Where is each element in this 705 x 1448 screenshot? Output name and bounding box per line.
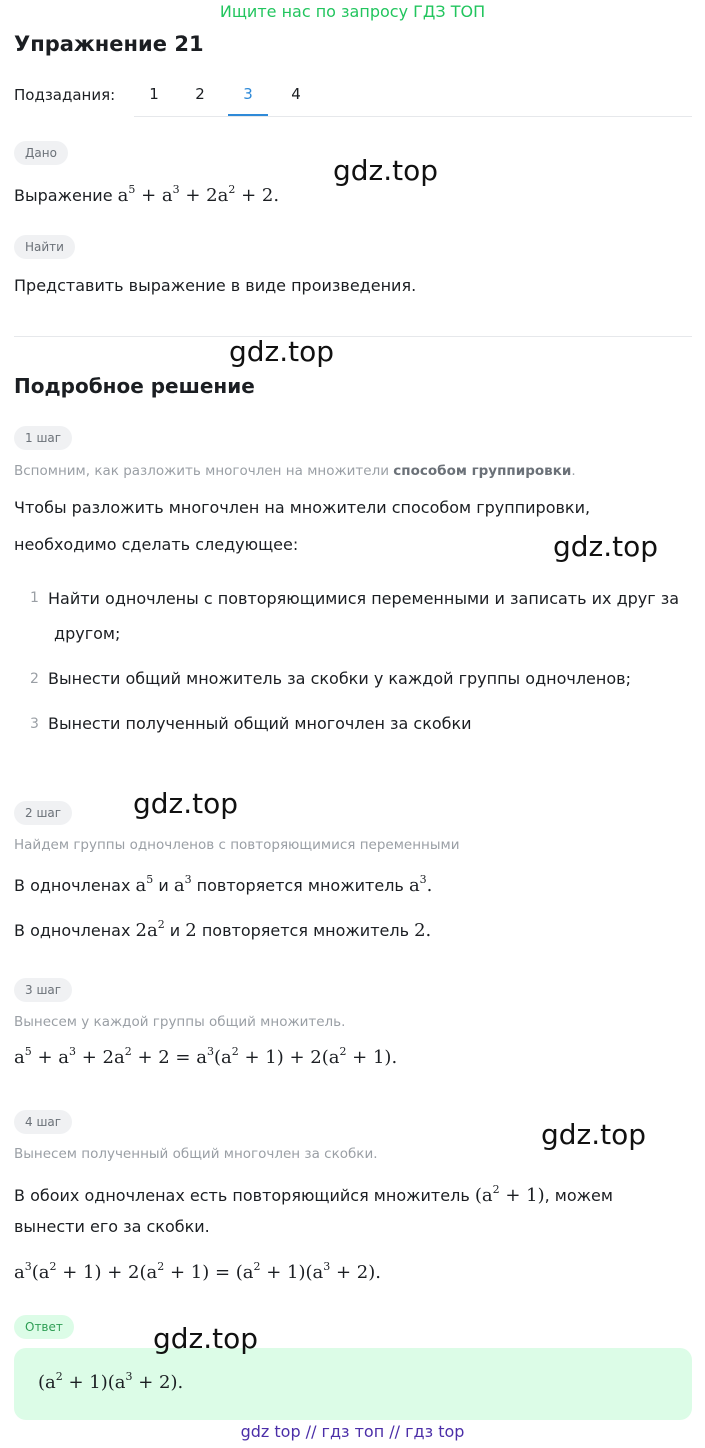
- step4-text-line2: вынести его за скобки.: [14, 1217, 210, 1236]
- list-item: Вынести общий множитель за скобки у каждой группы одночленов;: [48, 669, 631, 688]
- tab-3[interactable]: 3: [228, 72, 268, 116]
- watermark-text: gdz.top: [133, 787, 239, 820]
- step3-pill: 3 шаг: [14, 978, 72, 1002]
- list-number: 2: [30, 671, 39, 687]
- find-pill: Найти: [14, 235, 75, 259]
- step1-pill: 1 шаг: [14, 426, 72, 450]
- given-text: Выражение $a^5 + a^3 + 2a^2 + 2$.: [14, 183, 280, 206]
- tab-1[interactable]: 1: [149, 85, 159, 103]
- list-number: 3: [30, 716, 39, 732]
- step2-line1: В одночленах $a^5$ и $a^3$ повторяется множитель $a^3$.: [14, 873, 433, 896]
- find-text: Представить выражение в виде произведения.: [14, 276, 417, 295]
- given-pill: Дано: [14, 141, 68, 165]
- given-expression: $a^5 + a^3 + 2a^2 + 2$.: [117, 183, 280, 206]
- solution-title: Подробное решение: [14, 374, 255, 398]
- tab-4[interactable]: 4: [291, 85, 301, 103]
- step1-text-line1: Чтобы разложить многочлен на множители способом группировки,: [14, 498, 591, 517]
- watermark-text: gdz.top: [541, 1118, 647, 1151]
- list-number: 1: [30, 590, 39, 606]
- search-banner: Ищите нас по запросу ГДЗ ТОП: [219, 2, 486, 21]
- watermark-text: gdz.top: [229, 335, 335, 368]
- page-title: Упражнение 21: [14, 32, 204, 56]
- watermark-text: gdz.top: [553, 530, 659, 563]
- step3-equation: $a^5 + a^3 + 2a^2 + 2 = a^3(a^2 + 1) + 2(a^2 + 1)$.: [14, 1045, 398, 1068]
- step4-pill: 4 шаг: [14, 1110, 72, 1134]
- footer-links[interactable]: gdz top // гдз топ // гдз top: [240, 1422, 465, 1441]
- answer-box: [14, 1348, 692, 1420]
- step4-hint: Вынесем полученный общий многочлен за скобки.: [14, 1146, 378, 1162]
- watermark-text: gdz.top: [333, 154, 439, 187]
- step1-text-line2: необходимо сделать следующее:: [14, 535, 299, 554]
- divider: [14, 336, 692, 337]
- step2-pill: 2 шаг: [14, 801, 72, 825]
- step3-hint: Вынесем у каждой группы общий множитель.: [14, 1014, 346, 1030]
- step4-equation: $a^3(a^2 + 1) + 2(a^2 + 1) = (a^2 + 1)(a^3 + 2)$.: [14, 1260, 382, 1283]
- subtasks-label: Подзадания:: [14, 86, 116, 104]
- list-item-continuation: другом;: [54, 624, 121, 643]
- subtask-tabs: [134, 72, 692, 117]
- list-item: Найти одночлены с повторяющимися переменными и записать их друг за: [48, 589, 680, 608]
- step4-text-line1: В обоих одночленах есть повторяющийся множитель $(a^2 + 1)$, можем: [14, 1183, 613, 1206]
- list-item: Вынести полученный общий многочлен за скобки: [48, 714, 472, 733]
- answer-expression: $(a^2 + 1)(a^3 + 2)$.: [38, 1370, 184, 1393]
- step1-hint: Вспомним, как разложить многочлен на множители способом группировки.: [14, 463, 576, 479]
- tab-2[interactable]: 2: [195, 85, 205, 103]
- step2-line2: В одночленах $2a^2$ и 2 повторяется множитель 2.: [14, 918, 432, 941]
- watermark-text: gdz.top: [153, 1322, 259, 1355]
- answer-pill: Ответ: [14, 1315, 74, 1339]
- step2-hint: Найдем группы одночленов с повторяющимися переменными: [14, 837, 460, 853]
